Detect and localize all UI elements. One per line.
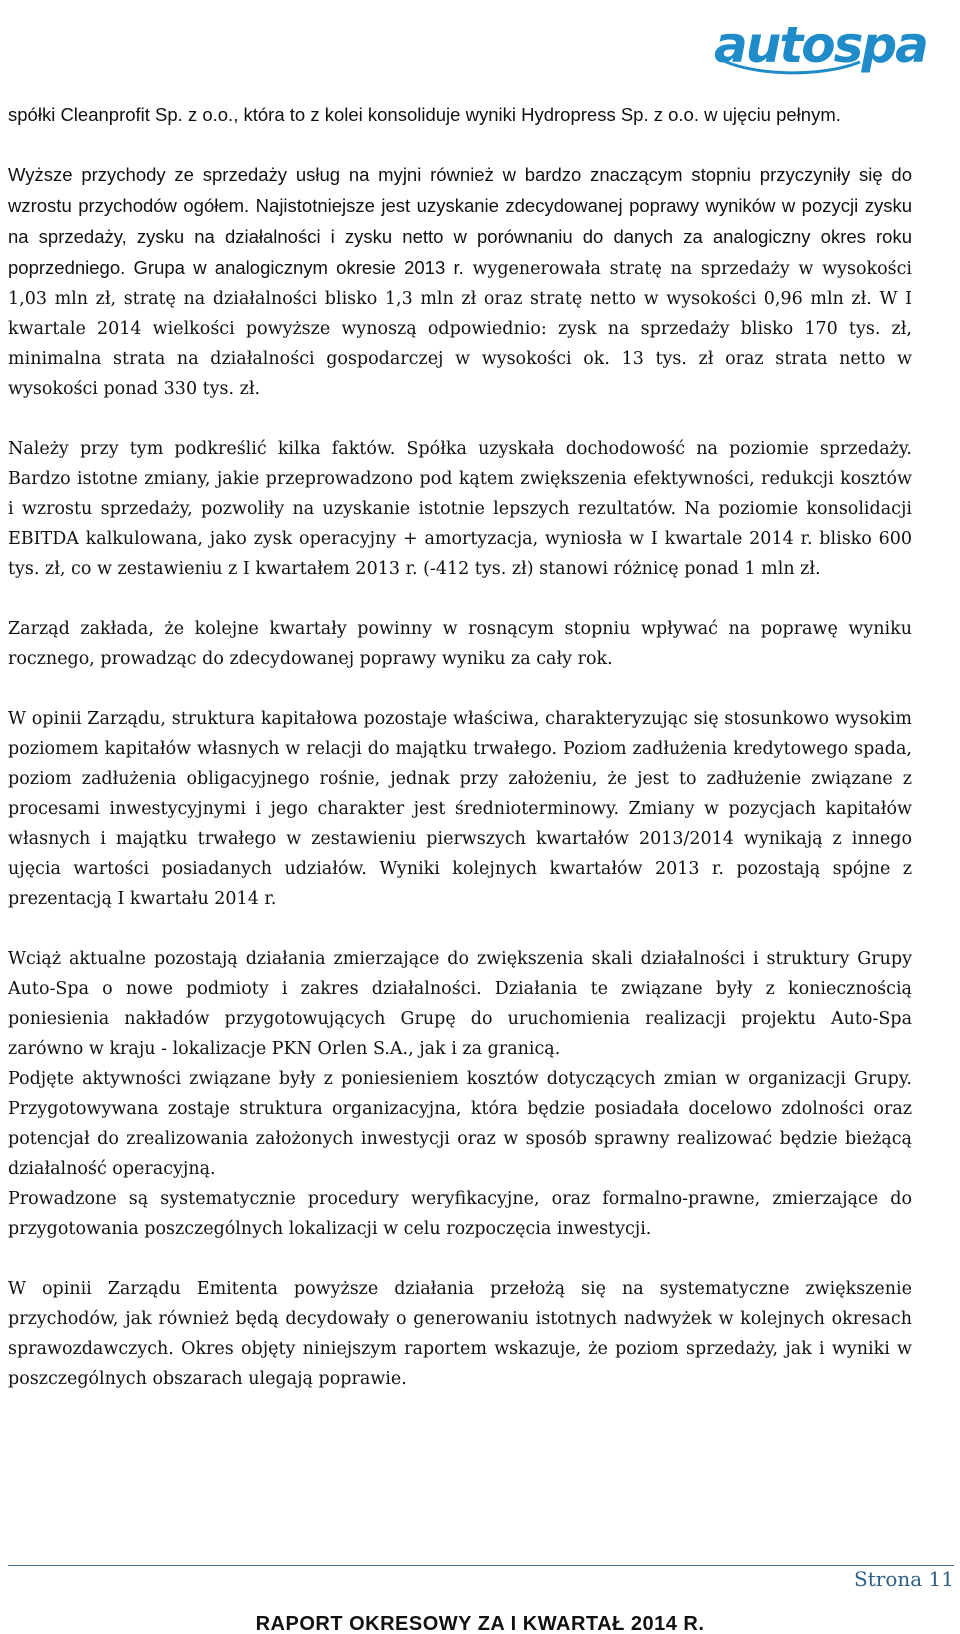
paragraph: Prowadzone są systematycznie procedury weryfikacyjne, oraz formalno-prawne, zmierzające do przygotowania poszczególnych lokalizacji w celu rozpoczęcia inwestycji. bbox=[8, 1189, 912, 1239]
paragraph: spółki Cleanprofit Sp. z o.o., która to z kolei konsoliduje wyniki Hydropress Sp. z o.o. w ujęciu pełnym. bbox=[8, 104, 841, 125]
footer-divider bbox=[8, 1565, 954, 1566]
paragraph: Należy przy tym podkreślić kilka faktów. Spółka uzyskała dochodowość na poziomie sprzedaży. Bardzo istotne zmiany, jakie przeprowadzono pod kątem zwiększenia efektywności, redukcji kosztów i wzrostu sprzedaży, pozwoliły na uzyskanie istotnie lepszych rezultatów. Na poziomie konsolidacji EBITDA kalkulowana, jako zysk operacyjny + amortyzacja, wyniosła w I kwartale 2014 r. blisko 600 tys. zł, co w zestawieniu z I kwartałem 2013 r. (-412 tys. zł) stanowi różnicę ponad 1 mln zł. bbox=[8, 439, 912, 579]
paragraph-part: Wyższe przychody ze sprzedaży usług na myjni również w bardzo znaczącym stopniu przyczyniły się do wzrostu przychodów ogółem. Najistotniejsze jest uzyskanie zdecydowanej poprawy wyników w pozycji zysku na sprzedaży, zysku na działalności i zysku netto w porównaniu do danych za analogiczny okres roku poprzedniego. Grupa w analogicznym okresie 2013 r. bbox=[8, 164, 912, 278]
paragraph: Wciąż aktualne pozostają działania zmierzające do zwiększenia skali działalności i struktury Grupy Auto-Spa o nowe podmioty i zakres działalności. Działania te związane były z koniecznością poniesienia nakładów przygotowujących Grupę do uruchomienia realizacji projektu Auto-Spa zarówno w kraju - lokalizacje PKN Orlen S.A., jak i za granicą. bbox=[8, 949, 912, 1059]
autospa-logo bbox=[710, 18, 950, 80]
report-body bbox=[8, 100, 912, 1394]
paragraph: Zarząd zakłada, że kolejne kwartały powinny w rosnącym stopniu wpływać na poprawę wyniku rocznego, prowadząc do zdecydowanej poprawy wyniku za cały rok. bbox=[8, 619, 912, 669]
paragraph-part: wygenerowała stratę na sprzedaży w wysokości 1,03 mln zł, stratę na działalności blisko 1,3 mln zł oraz stratę netto w wysokości 0,96 mln zł. W I kwartale 2014 wielkości powyższe wynoszą odpowiednio: zysk na sprzedaży blisko 170 tys. zł, minimalna strata na działalności gospodarczej w wysokości ok. 13 tys. zł oraz strata netto w wysokości ponad 330 tys. zł. bbox=[8, 259, 912, 399]
paragraph bbox=[8, 160, 912, 404]
report-title: RAPORT OKRESOWY ZA I KWARTAŁ 2014 R. bbox=[255, 1613, 705, 1634]
paragraph: W opinii Zarządu, struktura kapitałowa pozostaje właściwa, charakteryzując się stosunkowo wysokim poziomem kapitałów własnych w relacji do majątku trwałego. Poziom zadłużenia kredytowego spada, poziom zadłużenia obligacyjnego rośnie, jednak przy założeniu, że jest to zadłużenie związane z procesami inwestycyjnymi i jego charakter jest średnioterminowy. Zmiany w pozycjach kapitałów własnych i majątku trwałego w zestawieniu pierwszych kwartałów 2013/2014 wynikają z innego ujęcia wartości posiadanych udziałów. Wyniki kolejnych kwartałów 2013 r. pozostają spójne z prezentacją I kwartału 2014 r. bbox=[8, 709, 912, 909]
paragraph: Podjęte aktywności związane były z poniesieniem kosztów dotyczących zmian w organizacji Grupy. Przygotowywana zostaje struktura organizacyjna, która będzie posiadała docelowo zdolności oraz potencjał do zrealizowania założonych inwestycji oraz w sposób sprawny realizować będzie bieżącą działalność operacyjną. bbox=[8, 1069, 912, 1179]
page-number: Strona 11 bbox=[854, 1567, 954, 1591]
paragraph: W opinii Zarządu Emitenta powyższe działania przełożą się na systematyczne zwiększenie przychodów, jak również będą decydowały o generowaniu istotnych nadwyżek w kolejnych okresach sprawozdawczych. Okres objęty niniejszym raportem wskazuje, że poziom sprzedaży, jak i wyniki w poszczególnych obszarach ulegają poprawie. bbox=[8, 1279, 912, 1389]
logo-wordmark: autospa bbox=[714, 18, 927, 74]
